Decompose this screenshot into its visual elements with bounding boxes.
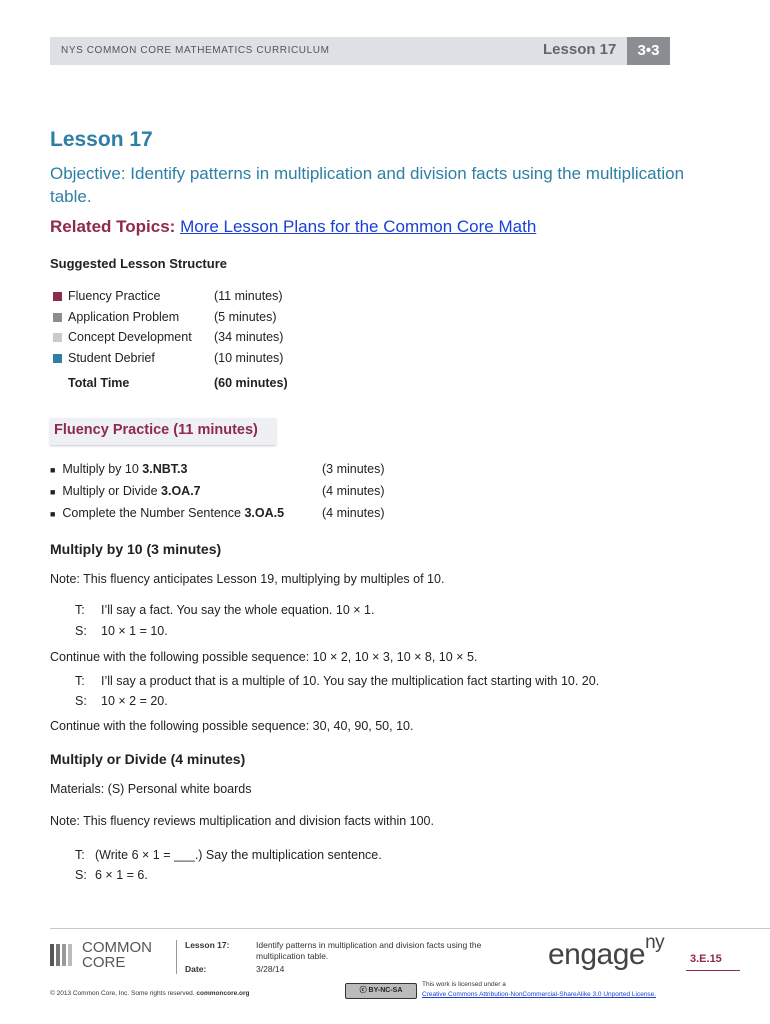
logo-text <box>82 940 152 970</box>
multdiv-heading: Multiply or Divide (4 minutes) <box>50 751 246 767</box>
structure-item-name: Student Debrief <box>68 351 155 365</box>
color-square-icon <box>53 354 62 363</box>
footer-lesson-desc: Identify patterns in multiplication and division facts using the multiplication table. <box>256 940 482 961</box>
related-topics <box>50 217 536 237</box>
cc-icon: ⓒ <box>359 987 367 994</box>
objective: Objective: Identify patterns in multiplication and division facts using the multiplication table. <box>50 164 685 206</box>
structure-row <box>53 290 62 304</box>
fluency-item-text: Complete the Number Sentence <box>62 506 245 520</box>
fluency-item <box>50 462 187 476</box>
copyright-site: commoncore.org <box>196 990 250 997</box>
logo-line2: CORE <box>82 954 126 971</box>
engage-ny: ny <box>645 932 665 953</box>
structure-item-name: Fluency Practice <box>68 289 161 303</box>
common-core-logo <box>50 942 80 973</box>
structure-heading: Suggested Lesson Structure <box>50 256 227 271</box>
fluency-item-standard: 3.OA.5 <box>244 506 285 520</box>
logo-line1: COMMON <box>82 939 152 956</box>
color-square-icon <box>53 292 62 301</box>
related-topics-label: Related Topics: <box>50 217 176 236</box>
dialogue-speaker: T: <box>75 848 85 862</box>
total-time-label: Total Time <box>68 376 130 390</box>
engageny-logo <box>548 932 665 972</box>
dialogue-speaker: S: <box>75 868 87 882</box>
page-number-underline <box>686 970 740 971</box>
dialogue-speaker: T: <box>75 674 85 688</box>
dialogue-speaker: S: <box>75 624 87 638</box>
total-time-value: (60 minutes) <box>214 376 288 390</box>
dialogue-line: 10 × 2 = 20. <box>101 694 168 708</box>
copyright-text: © 2013 Common Core, Inc. Some rights reserved. <box>50 990 197 997</box>
mult10-continue: Continue with the following possible sequence: 10 × 2, 10 × 3, 10 × 8, 10 × 5. <box>50 650 478 664</box>
structure-item-time: (11 minutes) <box>214 289 283 303</box>
dialogue-speaker: T: <box>75 603 85 617</box>
fluency-item <box>50 484 201 498</box>
cc-license-badge <box>345 983 417 999</box>
curriculum-title: NYS COMMON CORE MATHEMATICS CURRICULUM <box>61 45 330 56</box>
fluency-item <box>50 506 284 520</box>
dialogue-line: 10 × 1 = 10. <box>101 624 168 638</box>
dialogue-line: I’ll say a product that is a multiple of 10. You say the multiplication fact starting with 10. 20. <box>101 674 600 688</box>
footer-date-label: Date: <box>185 964 207 974</box>
fluency-item-text: Multiply or Divide <box>62 484 162 498</box>
structure-item-time: (5 minutes) <box>214 310 277 324</box>
structure-row <box>53 352 62 366</box>
structure-item-name: Application Problem <box>68 310 180 324</box>
related-topics-link[interactable]: More Lesson Plans for the Common Core Math <box>180 217 537 236</box>
mult10-note: Note: This fluency anticipates Lesson 19, multiplying by multiples of 10. <box>50 572 445 586</box>
page-number: 3.E.15 <box>690 953 722 965</box>
footer-date: 3/28/14 <box>256 964 285 974</box>
dialogue-line: 6 × 1 = 6. <box>95 868 148 882</box>
license-link[interactable]: Creative Commons Attribution-NonCommercial-ShareAlike 3.0 Unported License. <box>422 991 657 998</box>
mult10-continue: Continue with the following possible sequence: 30, 40, 90, 50, 10. <box>50 719 414 733</box>
cc-badge-text: BY-NC-SA <box>368 987 403 994</box>
bullet-icon: ■ <box>50 509 56 519</box>
license-line: This work is licensed under a <box>422 981 506 988</box>
common-core-logo-icon <box>50 942 80 968</box>
multdiv-note: Note: This fluency reviews multiplication and division facts within 100. <box>50 814 434 828</box>
fluency-item-standard: 3.NBT.3 <box>142 462 188 476</box>
bullet-icon: ■ <box>50 487 56 497</box>
color-square-icon <box>53 333 62 342</box>
structure-row <box>53 331 62 345</box>
structure-item-time: (10 minutes) <box>214 351 284 365</box>
fluency-item-time: (4 minutes) <box>322 506 385 520</box>
header-lesson: Lesson 17 <box>543 41 617 58</box>
dialogue-speaker: S: <box>75 694 87 708</box>
structure-item-name: Concept Development <box>68 330 192 344</box>
grade-module-badge: 3•3 <box>627 37 670 65</box>
fluency-item-time: (3 minutes) <box>322 462 385 476</box>
structure-row <box>53 311 62 325</box>
mult10-heading: Multiply by 10 (3 minutes) <box>50 541 222 557</box>
page-title: Lesson 17 <box>50 128 153 151</box>
fluency-item-text: Multiply by 10 <box>62 462 143 476</box>
bullet-icon: ■ <box>50 465 56 475</box>
color-square-icon <box>53 313 62 322</box>
fluency-item-standard: 3.OA.7 <box>161 484 201 498</box>
engage-text: engage <box>548 938 646 971</box>
dialogue-line: (Write 6 × 1 = ___.) Say the multiplication sentence. <box>95 848 382 862</box>
structure-item-time: (34 minutes) <box>214 330 284 344</box>
fluency-heading: Fluency Practice (11 minutes) <box>54 422 258 438</box>
multdiv-materials: Materials: (S) Personal white boards <box>50 782 252 796</box>
copyright <box>50 990 250 997</box>
fluency-item-time: (4 minutes) <box>322 484 385 498</box>
footer-lesson-label: Lesson 17: <box>185 940 230 950</box>
footer-separator <box>176 940 177 974</box>
footer-divider <box>50 928 770 929</box>
dialogue-line: I’ll say a fact. You say the whole equation. 10 × 1. <box>101 603 375 617</box>
